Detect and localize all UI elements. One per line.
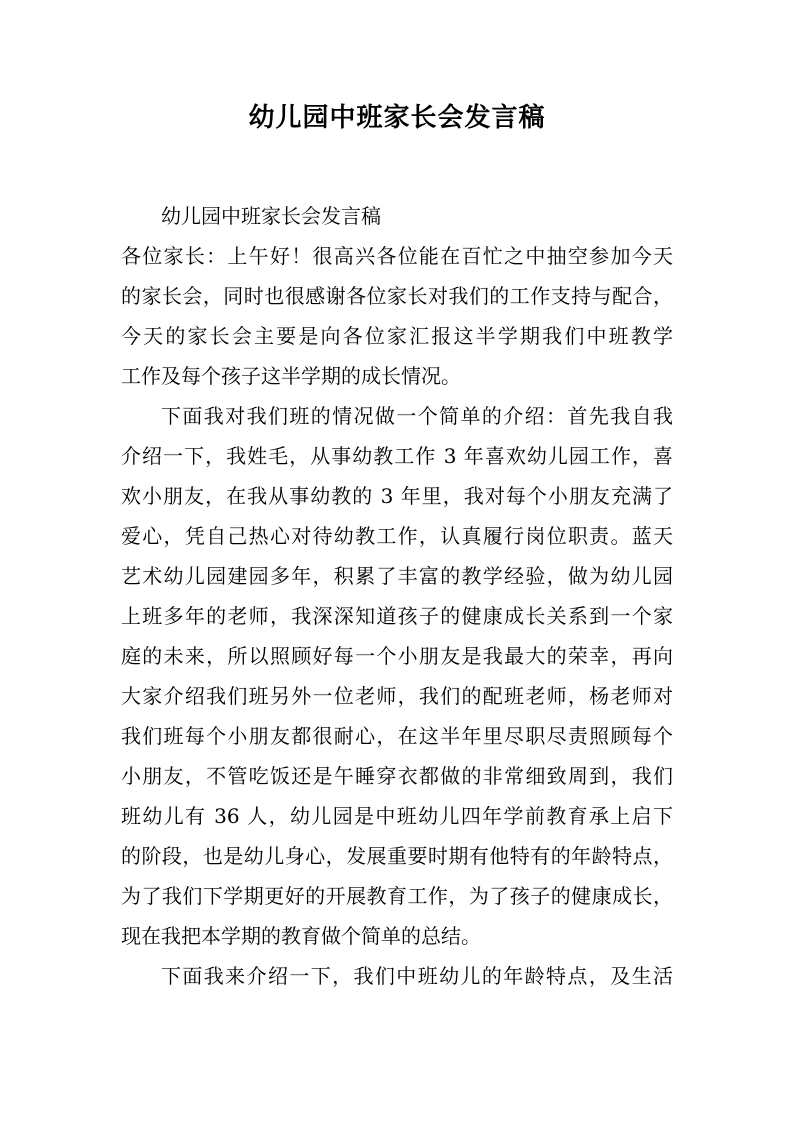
- paragraph-line: 为了我们下学期更好的开展教育工作，为了孩子的健康成长，: [121, 884, 673, 908]
- paragraph-line: 介绍一下，我姓毛，从事幼教工作 3 年喜欢幼儿园工作，喜: [121, 444, 673, 468]
- paragraph-line: 工作及每个孩子这半学期的成长情况。: [121, 364, 461, 388]
- paragraph-line: 下面我对我们班的情况做一个简单的介绍：首先我自我: [161, 404, 673, 428]
- body-subtitle: 幼儿园中班家长会发言稿: [161, 204, 381, 228]
- document-title: 幼儿园中班家长会发言稿: [248, 103, 546, 133]
- paragraph-line: 小朋友，不管吃饭还是午睡穿衣都做的非常细致周到，我们: [121, 764, 673, 788]
- paragraph-line: 各位家长：上午好！很高兴各位能在百忙之中抽空参加今天: [121, 244, 673, 268]
- paragraph-line: 我们班每个小朋友都很耐心，在这半年里尽职尽责照顾每个: [121, 724, 673, 748]
- paragraph-line: 的阶段，也是幼儿身心，发展重要时期有他特有的年龄特点，: [121, 844, 673, 868]
- paragraph-line: 现在我把本学期的教育做个简单的总结。: [121, 924, 481, 948]
- paragraph-line: 爱心，凭自己热心对待幼教工作，认真履行岗位职责。蓝天: [121, 524, 673, 548]
- paragraph-line: 艺术幼儿园建园多年，积累了丰富的教学经验，做为幼儿园: [121, 564, 673, 588]
- document-body: [121, 196, 673, 996]
- paragraph-line: 上班多年的老师，我深深知道孩子的健康成长关系到一个家: [121, 604, 673, 628]
- paragraph-line: 的家长会，同时也很感谢各位家长对我们的工作支持与配合，: [121, 284, 673, 308]
- paragraph-line: 班幼儿有 36 人，幼儿园是中班幼儿四年学前教育承上启下: [121, 804, 673, 828]
- paragraph-line: 下面我来介绍一下，我们中班幼儿的年龄特点，及生活: [161, 964, 673, 988]
- paragraph-line: 庭的未来，所以照顾好每一个小朋友是我最大的荣幸，再向: [121, 644, 673, 668]
- paragraph-line: 大家介绍我们班另外一位老师，我们的配班老师，杨老师对: [121, 684, 673, 708]
- paragraph-line: 欢小朋友，在我从事幼教的 3 年里，我对每个小朋友充满了: [121, 484, 673, 508]
- paragraph-line: 今天的家长会主要是向各位家汇报这半学期我们中班教学: [121, 324, 673, 348]
